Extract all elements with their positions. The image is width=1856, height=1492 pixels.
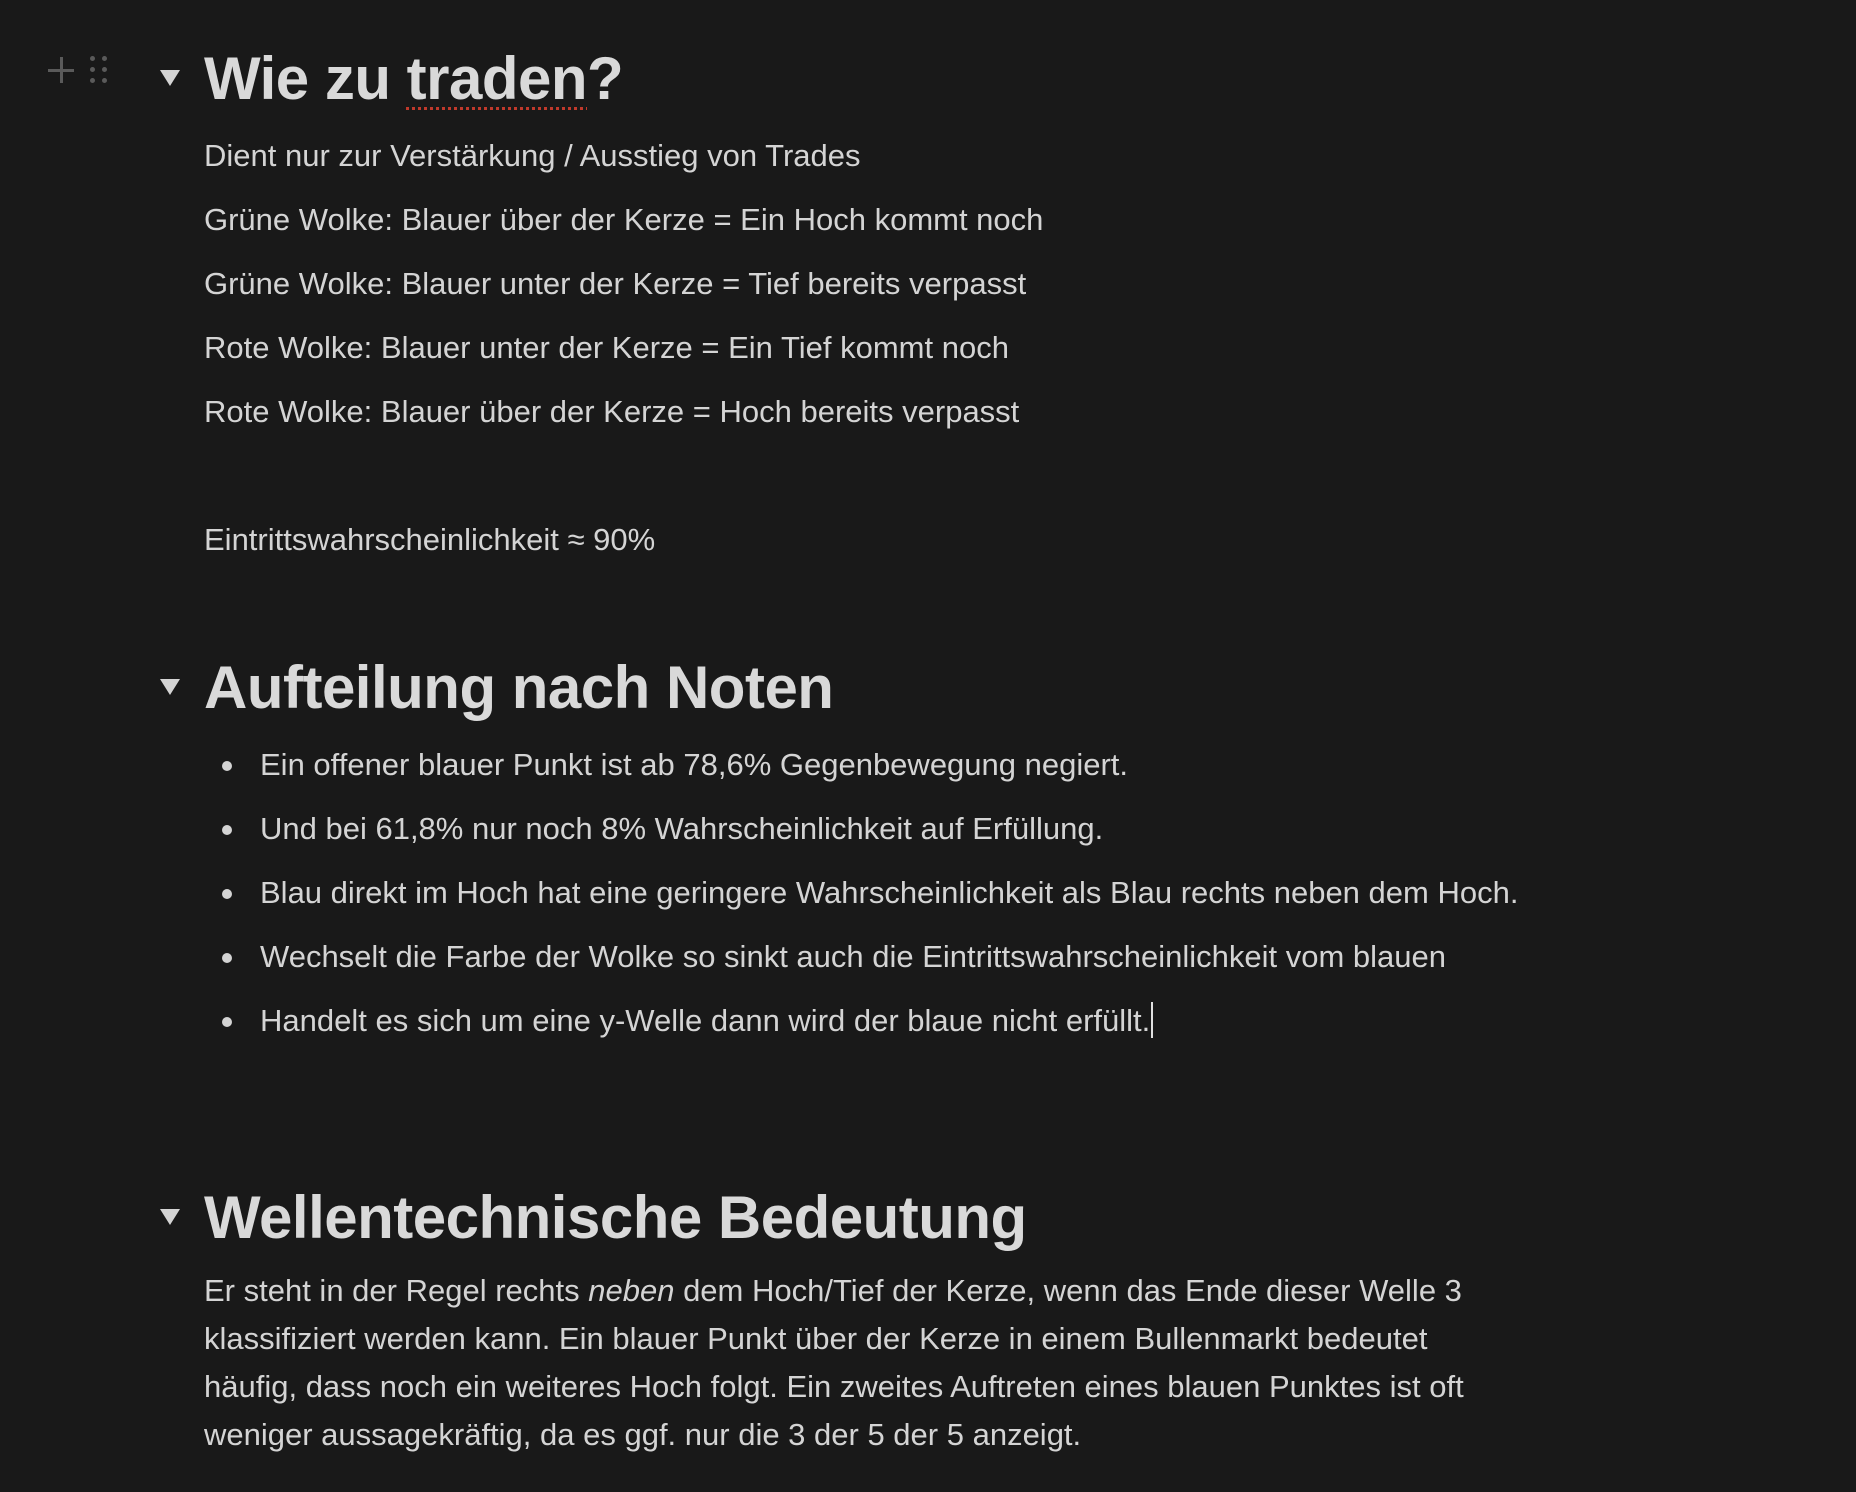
text-line[interactable]: Rote Wolke: Blauer unter der Kerze = Ein Tief kommt noch: [204, 330, 1009, 365]
heading-wellentechnische-bedeutung[interactable]: Wellentechnische Bedeutung: [204, 1183, 1027, 1251]
block-handles: [46, 54, 110, 86]
para-text-emphasis: neben: [588, 1273, 675, 1308]
section-aufteilung-nach-noten: [156, 647, 1576, 1045]
section-wellentechnische-bedeutung: [156, 1177, 1576, 1459]
text-line[interactable]: Dient nur zur Verstärkung / Ausstieg von Trades: [204, 138, 861, 173]
bullet-item-active[interactable]: [204, 997, 1520, 1045]
text-cursor: [1151, 1002, 1153, 1038]
text-line-probability[interactable]: Eintrittswahrscheinlichkeit ≈ 90%: [204, 522, 656, 557]
heading-wie-zu-traden[interactable]: [204, 44, 623, 113]
drag-handle-icon[interactable]: [90, 54, 110, 86]
bullet-item[interactable]: Und bei 61,8% nur noch 8% Wahrscheinlichkeit auf Erfüllung.: [204, 805, 1520, 853]
bullet-text: Handelt es sich um eine y-Welle dann wird der blaue nicht erfüllt.: [260, 1003, 1151, 1038]
toggle-triangle-icon[interactable]: [156, 1177, 204, 1257]
plus-icon[interactable]: [46, 55, 76, 85]
section-wie-zu-traden: [156, 38, 1576, 564]
toggle-triangle-icon[interactable]: [156, 38, 204, 118]
bullet-item[interactable]: Wechselt die Farbe der Wolke so sinkt auch die Eintrittswahrscheinlichkeit vom blauen: [204, 933, 1520, 981]
body-paragraph[interactable]: [204, 1267, 1524, 1459]
heading-text-part2: ?: [587, 44, 624, 112]
text-line[interactable]: Rote Wolke: Blauer über der Kerze = Hoch bereits verpasst: [204, 394, 1020, 429]
text-line[interactable]: Grüne Wolke: Blauer unter der Kerze = Tief bereits verpasst: [204, 266, 1027, 301]
bullet-item[interactable]: Blau direkt im Hoch hat eine geringere Wahrscheinlichkeit als Blau rechts neben dem Hoch.: [204, 869, 1520, 917]
empty-line[interactable]: [204, 452, 1576, 500]
heading-aufteilung-nach-noten[interactable]: Aufteilung nach Noten: [204, 653, 834, 721]
text-line[interactable]: Grüne Wolke: Blauer über der Kerze = Ein Hoch kommt noch: [204, 202, 1044, 237]
toggle-heading-row: [156, 1177, 1576, 1257]
bullet-item[interactable]: Ein offener blauer Punkt ist ab 78,6% Gegenbewegung negiert.: [204, 741, 1520, 789]
toggle-heading-row: [156, 647, 1576, 727]
toggle-heading-row: [156, 38, 1576, 118]
heading-text-part1: Wie zu: [204, 44, 407, 112]
para-text-before: Er steht in der Regel rechts: [204, 1273, 589, 1308]
toggle-triangle-icon[interactable]: [156, 647, 204, 727]
misspelled-word[interactable]: traden: [406, 44, 588, 112]
para-text-after: dem Hoch/Tief der Kerze, wenn das Ende dieser Welle 3 klassifiziert werden kann. Ein blauer Punkt über der Kerze in einem Bullenmarkt bedeutet häufig, dass noch ein weiteres Hoch folgt. Ein zweites Auftreten eines blauen Punktes ist oft weniger aussagekräftig, da es ggf. nur die 3 der 5 der 5 anzeigt.: [204, 1273, 1464, 1452]
